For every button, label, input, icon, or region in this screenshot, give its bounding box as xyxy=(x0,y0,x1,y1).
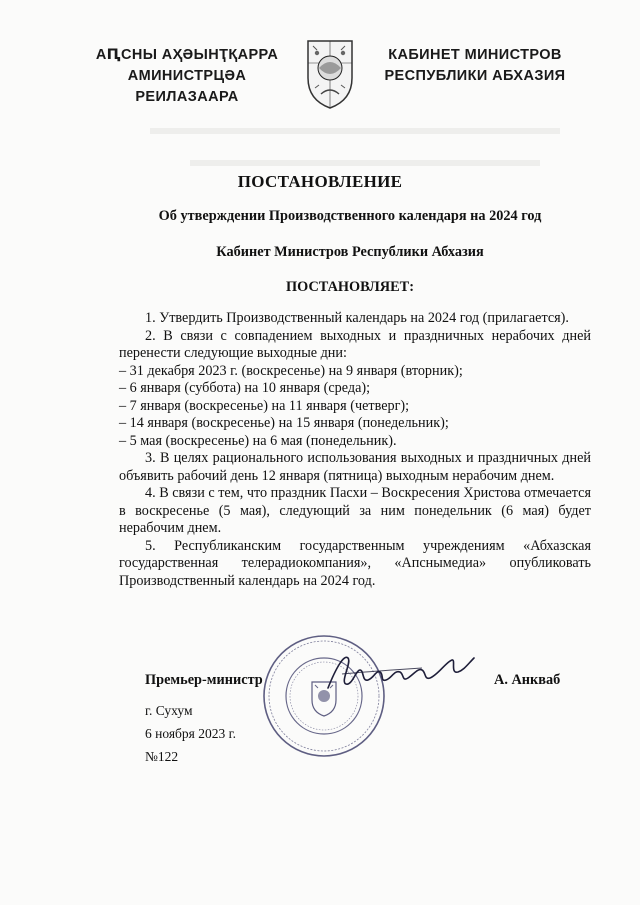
header-abkhaz xyxy=(82,45,292,108)
paragraph-4: 4. В связи с тем, что праздник Пасхи – Воскресения Христова отмечается в воскресенье (5 мая), следующий за ним понедельник (6 мая) будет нерабочим днем. xyxy=(119,485,591,536)
transfer-item: – 6 января (суббота) на 10 января (среда); xyxy=(119,380,371,396)
signatory-position: Премьер-министр xyxy=(145,672,263,688)
bleed-through-line xyxy=(150,128,560,134)
document-subtitle: Об утверждении Производственного календаря на 2024 год xyxy=(158,208,542,224)
handwritten-signature-icon xyxy=(322,648,482,696)
paragraph-1: 1. Утвердить Производственный календарь на 2024 год (прилагается). xyxy=(145,310,569,326)
paragraph-2: 2. В связи с совпадением выходных и праздничных нерабочих дней перенести следующие выходные дни: xyxy=(119,327,591,361)
resolves-heading: ПОСТАНОВЛЯЕТ: xyxy=(286,279,414,295)
document-city: г. Сухум xyxy=(145,703,193,718)
paragraph-5: 5. Республиканским государственным учреждениям «Абхазская государственная телерадиокомпания», «Апснымедиа» опубликовать Производственный календарь на 2024 год. xyxy=(119,537,591,589)
header-russian-line2: РЕСПУБЛИКИ АБХАЗИЯ xyxy=(384,68,566,84)
resolution-body xyxy=(119,310,591,590)
issuing-authority: Кабинет Министров Республики Абхазия xyxy=(216,244,484,260)
paragraph-3: 3. В целях рационального использования выходных и праздничных дней объявить рабочий день 12 января (пятница) выходным нерабочим днем. xyxy=(119,450,591,484)
bleed-through-line xyxy=(190,160,540,166)
header-russian xyxy=(372,45,578,87)
transfer-item: – 31 декабря 2023 г. (воскресенье) на 9 января (вторник); xyxy=(119,362,463,379)
header-abkhaz-line1: АԤСНЫ АҲӘЫНҬҚАРРА xyxy=(95,47,279,63)
document-date: 6 ноября 2023 г. xyxy=(145,726,237,741)
document-title: ПОСТАНОВЛЕНИЕ xyxy=(237,172,403,191)
document-number: №122 xyxy=(145,749,179,764)
transfer-item: – 14 января (воскресенье) на 15 января (понедельник); xyxy=(119,415,449,431)
header-abkhaz-line2: АМИНИСТРЦӘА РЕИЛАЗААРА xyxy=(127,68,247,105)
state-emblem-icon xyxy=(305,38,355,110)
transfer-item: – 5 мая (воскресенье) на 6 мая (понедельник). xyxy=(119,432,397,449)
transfer-item: – 7 января (воскресенье) на 11 января (четверг); xyxy=(119,397,410,414)
signatory-name: А. Анкваб xyxy=(494,672,561,688)
header-russian-line1: КАБИНЕТ МИНИСТРОВ xyxy=(388,47,562,63)
